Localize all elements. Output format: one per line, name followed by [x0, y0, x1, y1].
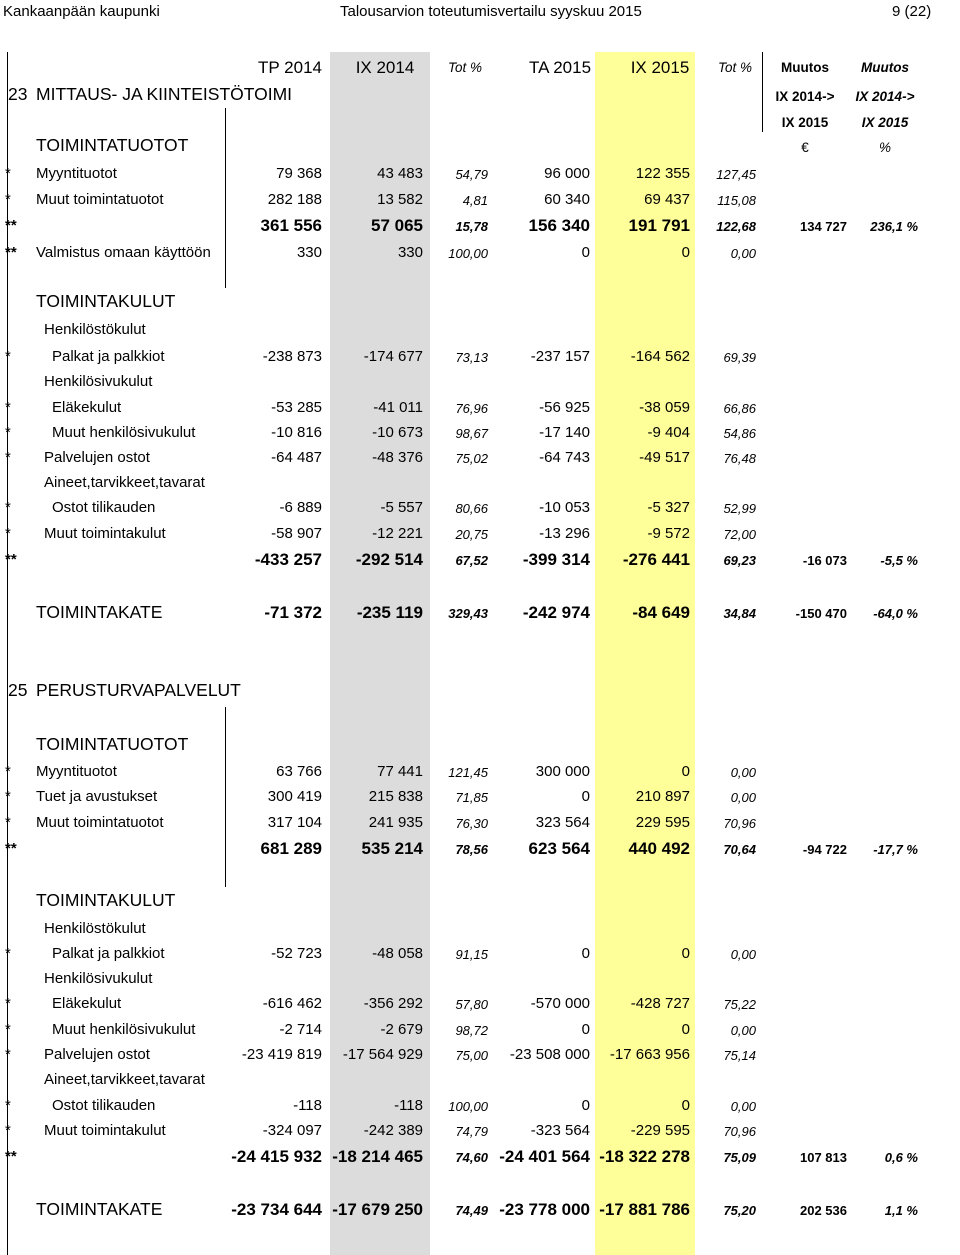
row-marker: ** [5, 551, 17, 568]
header-title: Talousarvion toteutumisvertailu syyskuu 2015 [340, 3, 642, 20]
cell-ta: -570 000 [530, 995, 590, 1012]
cell-t2: 0,00 [730, 765, 756, 780]
cell-ix14: 241 935 [368, 814, 423, 831]
cell-ix15: 0 [681, 763, 690, 780]
cell-t2: 70,64 [723, 842, 756, 857]
cell-tp: -53 285 [271, 399, 322, 416]
cell-t2: 70,96 [723, 816, 756, 831]
cell-ix15: -9 572 [647, 525, 690, 542]
col-header-tp2014: TP 2014 [258, 58, 322, 77]
row-label: TOIMINTATUOTOT [36, 734, 189, 754]
cell-ix15: -17 881 786 [599, 1200, 690, 1219]
row-label: Muut henkilösivukulut [52, 1021, 196, 1038]
cell-ix14: 215 838 [368, 788, 423, 805]
cell-ix14: -235 119 [356, 603, 423, 622]
cell-t2: 0,00 [730, 790, 756, 805]
cell-tp: 300 419 [267, 788, 322, 805]
cell-ta: 300 000 [535, 763, 590, 780]
cell-t1: 100,00 [448, 1099, 488, 1114]
cell-tp: -71 372 [264, 603, 322, 622]
col-header-muutos1: Muutos [781, 60, 829, 75]
cell-ta: 0 [581, 1021, 590, 1038]
cell-t2: 0,00 [730, 947, 756, 962]
cell-ta: -23 508 000 [509, 1046, 590, 1063]
cell-ix14: -242 389 [363, 1122, 423, 1139]
row-label: Henkilöstökulut [44, 321, 146, 338]
cell-ta: 623 564 [528, 839, 590, 858]
cell-t2: 66,86 [723, 401, 756, 416]
cell-t1: 98,72 [455, 1023, 488, 1038]
row-label: TOIMINTATUOTOT [36, 135, 189, 155]
cell-t1: 80,66 [455, 501, 488, 516]
row-marker: * [5, 1097, 11, 1114]
cell-ix14: -118 [394, 1097, 423, 1114]
cell-ta: -13 296 [539, 525, 590, 542]
row-label: Muut toimintakulut [44, 525, 166, 542]
cell-tp: -23 734 644 [231, 1200, 322, 1219]
cell-ix14: -2 679 [380, 1021, 423, 1038]
cell-tp: -324 097 [262, 1122, 322, 1139]
cell-ta: 0 [581, 788, 590, 805]
cell-t2: 75,09 [723, 1150, 756, 1165]
cell-t1: 67,52 [455, 553, 488, 568]
cell-ix14: -41 011 [373, 399, 423, 416]
cell-m2: 1,1 % [884, 1203, 918, 1218]
col-header-ix2015: IX 2015 [630, 58, 690, 77]
cell-tp: -6 889 [279, 499, 322, 516]
row-label: Palkat ja palkkiot [52, 945, 165, 962]
row-marker: ** [5, 244, 17, 261]
cell-tp: -238 873 [262, 348, 322, 365]
cell-ix15: -229 595 [630, 1122, 690, 1139]
row-label: TOIMINTAKULUT [36, 291, 176, 311]
cell-ta: -24 401 564 [499, 1147, 590, 1166]
cell-t2: 69,39 [723, 350, 756, 365]
cell-m1: 134 727 [800, 219, 847, 234]
col-header-muutos2: Muutos [861, 60, 909, 75]
cell-ix14: -356 292 [363, 995, 423, 1012]
cell-t2: 70,96 [723, 1124, 756, 1139]
cell-ix15: -49 517 [639, 449, 690, 466]
cell-tp: 63 766 [276, 763, 322, 780]
cell-ix15: -164 562 [630, 348, 690, 365]
row-marker: * [5, 995, 11, 1012]
cell-ta: -56 925 [539, 399, 590, 416]
row-marker: * [5, 348, 11, 365]
row-marker: * [5, 499, 11, 516]
cell-tp: 361 556 [260, 216, 322, 235]
cell-ix15: -38 059 [639, 399, 690, 416]
section-code: 23 [8, 84, 28, 104]
row-marker: ** [5, 840, 17, 857]
cell-m2: -17,7 % [873, 842, 918, 857]
row-label: Palvelujen ostot [44, 449, 150, 466]
cell-ta: -323 564 [530, 1122, 590, 1139]
label-column-rule-bottom [225, 707, 226, 887]
row-label: Eläkekulut [52, 399, 122, 416]
cell-ta: 0 [581, 1097, 590, 1114]
cell-ix15: 0 [681, 945, 690, 962]
cell-t2: 0,00 [730, 1023, 756, 1038]
row-marker: * [5, 788, 11, 805]
page-header [0, 0, 960, 22]
row-marker: * [5, 1122, 11, 1139]
cell-t2: 75,20 [723, 1203, 756, 1218]
cell-ix15: -9 404 [647, 424, 690, 441]
cell-ta: 96 000 [544, 165, 590, 182]
row-label: Aineet,tarvikkeet,tavarat [44, 474, 205, 491]
row-label: Muut toimintatuotot [36, 191, 164, 208]
row-marker: * [5, 1021, 11, 1038]
cell-ix14: -18 214 465 [332, 1147, 423, 1166]
cell-m2: -64,0 % [873, 606, 918, 621]
row-marker: * [5, 191, 11, 208]
cell-ta: -237 157 [530, 348, 590, 365]
row-marker: * [5, 424, 11, 441]
row-label: Ostot tilikauden [52, 1097, 156, 1114]
row-marker: ** [5, 217, 17, 234]
cell-ta: 156 340 [528, 216, 590, 235]
row-label: Myyntituotot [36, 763, 117, 780]
row-marker: * [5, 449, 11, 466]
row-marker: * [5, 814, 11, 831]
row-label: Eläkekulut [52, 995, 122, 1012]
cell-ix15: -17 663 956 [609, 1046, 690, 1063]
label-column-rule-top [225, 108, 226, 288]
cell-ix15: 69 437 [644, 191, 690, 208]
cell-ix14: -48 376 [372, 449, 423, 466]
cell-t1: 76,30 [455, 816, 488, 831]
row-label: Palvelujen ostot [44, 1046, 150, 1063]
cell-tp: 79 368 [276, 165, 322, 182]
cell-t1: 20,75 [455, 527, 488, 542]
cell-t2: 52,99 [723, 501, 756, 516]
row-label: Tuet ja avustukset [36, 788, 158, 805]
cell-ix14: 57 065 [371, 216, 423, 235]
cell-ix15: 0 [681, 1021, 690, 1038]
cell-t1: 78,56 [455, 842, 488, 857]
row-label: Muut henkilösivukulut [52, 424, 196, 441]
cell-tp: -616 462 [262, 995, 322, 1012]
cell-t2: 54,86 [723, 426, 756, 441]
cell-t1: 73,13 [455, 350, 488, 365]
cell-t2: 72,00 [723, 527, 756, 542]
cell-t1: 329,43 [448, 606, 488, 621]
cell-t1: 76,96 [455, 401, 488, 416]
muutos-column-rule [762, 52, 763, 132]
row-label: TOIMINTAKATE [36, 602, 163, 622]
cell-t2: 69,23 [723, 553, 756, 568]
cell-ix14: 330 [397, 244, 423, 261]
cell-t2: 122,68 [716, 219, 756, 234]
row-label: TOIMINTAKATE [36, 1199, 163, 1219]
col-header-percent-unit: % [878, 140, 891, 155]
cell-ix14: -17 564 929 [342, 1046, 423, 1063]
row-label: Henkilösivukulut [44, 970, 153, 987]
cell-m1: -94 722 [802, 842, 847, 857]
cell-t1: 75,00 [455, 1048, 488, 1063]
cell-m1: 202 536 [800, 1203, 847, 1218]
cell-tp: -2 714 [279, 1021, 322, 1038]
cell-ix14: -292 514 [355, 550, 423, 569]
header-org: Kankaanpään kaupunki [3, 3, 160, 20]
cell-m2: -5,5 % [880, 553, 918, 568]
cell-ix14: -10 673 [372, 424, 423, 441]
row-label: Valmistus omaan käyttöön [36, 244, 211, 261]
row-label: MITTAUS- JA KIINTEISTÖTOIMI [36, 84, 293, 104]
cell-ix15: 229 595 [635, 814, 690, 831]
col-header-muutos2-line2: IX 2014-> [855, 89, 915, 104]
cell-tp: 317 104 [267, 814, 322, 831]
cell-t1: 74,60 [455, 1150, 488, 1165]
cell-t2: 115,08 [717, 193, 756, 208]
cell-ix14: -5 557 [380, 499, 423, 516]
row-label: Aineet,tarvikkeet,tavarat [44, 1071, 205, 1088]
cell-m1: 107 813 [800, 1150, 847, 1165]
cell-ix15: 0 [681, 1097, 690, 1114]
cell-ta: 60 340 [544, 191, 590, 208]
cell-t1: 91,15 [455, 947, 488, 962]
cell-t2: 127,45 [716, 167, 756, 182]
cell-ix14: 13 582 [377, 191, 423, 208]
row-label: Muut toimintakulut [44, 1122, 166, 1139]
cell-tp: -433 257 [254, 550, 322, 569]
cell-t1: 98,67 [455, 426, 488, 441]
cell-tp: -58 907 [271, 525, 322, 542]
cell-tp: 330 [296, 244, 322, 261]
cell-ix14: 535 214 [361, 839, 423, 858]
cell-t1: 54,79 [455, 167, 488, 182]
row-label: TOIMINTAKULUT [36, 890, 176, 910]
cell-t2: 0,00 [730, 1099, 756, 1114]
cell-tp: -64 487 [271, 449, 322, 466]
cell-ix15: 0 [681, 244, 690, 261]
row-marker: * [5, 1046, 11, 1063]
cell-tp: -118 [293, 1097, 322, 1114]
cell-ta: 0 [581, 244, 590, 261]
row-marker: * [5, 763, 11, 780]
section-code: 25 [8, 680, 28, 700]
row-label: Ostot tilikauden [52, 499, 156, 516]
row-marker: ** [5, 1148, 17, 1165]
cell-t2: 76,48 [723, 451, 756, 466]
row-marker: * [5, 399, 11, 416]
row-label: Muut toimintatuotot [36, 814, 164, 831]
cell-ta: 0 [581, 945, 590, 962]
cell-ix14: -17 679 250 [332, 1200, 423, 1219]
cell-tp: -10 816 [271, 424, 322, 441]
cell-ix15: 440 492 [628, 839, 690, 858]
cell-ix15: -5 327 [647, 499, 690, 516]
cell-ix14: -12 221 [372, 525, 423, 542]
cell-ta: -23 778 000 [499, 1200, 590, 1219]
col-header-ta2015: TA 2015 [528, 58, 592, 77]
cell-t1: 74,49 [455, 1203, 488, 1218]
cell-t1: 71,85 [455, 790, 488, 805]
cell-tp: -52 723 [271, 945, 322, 962]
cell-t2: 75,14 [723, 1048, 756, 1063]
cell-ta: -399 314 [522, 550, 590, 569]
row-label: PERUSTURVAPALVELUT [36, 680, 241, 700]
row-marker: * [5, 525, 11, 542]
cell-ix15: 210 897 [635, 788, 690, 805]
col-header-muutos1-line3: IX 2015 [781, 115, 829, 130]
cell-t2: 0,00 [730, 246, 756, 261]
row-marker: * [5, 165, 11, 182]
cell-ta: -242 974 [522, 603, 590, 622]
cell-t2: 34,84 [723, 606, 756, 621]
cell-m2: 0,6 % [884, 1150, 918, 1165]
cell-ix14: -174 677 [363, 348, 423, 365]
col-header-ix2014: IX 2014 [355, 58, 415, 77]
cell-m1: -16 073 [802, 553, 847, 568]
cell-ix14: -48 058 [372, 945, 423, 962]
col-header-muutos2-line3: IX 2015 [861, 115, 909, 130]
cell-ix15: -428 727 [630, 995, 690, 1012]
col-header-euro-unit: € [801, 140, 809, 155]
cell-ta: -17 140 [539, 424, 590, 441]
row-label: Palkat ja palkkiot [52, 348, 165, 365]
cell-tp: 282 188 [267, 191, 322, 208]
row-label: Henkilösivukulut [44, 373, 153, 390]
cell-ix14: 77 441 [377, 763, 423, 780]
cell-t1: 75,02 [455, 451, 488, 466]
cell-t1: 4,81 [462, 193, 488, 208]
cell-t1: 15,78 [455, 219, 488, 234]
header-page-number: 9 (22) [892, 3, 932, 20]
cell-ix15: 191 791 [628, 216, 690, 235]
cell-m2: 236,1 % [870, 219, 918, 234]
cell-tp: -24 415 932 [231, 1147, 322, 1166]
cell-t1: 57,80 [455, 997, 488, 1012]
col-header-muutos1-line2: IX 2014-> [775, 89, 835, 104]
row-marker: * [5, 945, 11, 962]
cell-t2: 75,22 [723, 997, 756, 1012]
cell-ta: 323 564 [535, 814, 590, 831]
cell-ix14: 43 483 [377, 165, 423, 182]
cell-tp: -23 419 819 [241, 1046, 322, 1063]
cell-t1: 74,79 [455, 1124, 488, 1139]
cell-ta: -10 053 [539, 499, 590, 516]
col-header-tot1: Tot % [447, 60, 483, 75]
cell-tp: 681 289 [260, 839, 322, 858]
cell-m1: -150 470 [795, 606, 847, 621]
cell-ix15: 122 355 [635, 165, 690, 182]
cell-ix15: -276 441 [622, 550, 690, 569]
col-header-tot2: Tot % [717, 60, 753, 75]
row-label: Henkilöstökulut [44, 920, 146, 937]
cell-ta: -64 743 [539, 449, 590, 466]
row-label: Myyntituotot [36, 165, 117, 182]
cell-t1: 121,45 [448, 765, 488, 780]
cell-ix15: -18 322 278 [599, 1147, 690, 1166]
cell-t1: 100,00 [448, 246, 488, 261]
cell-ix15: -84 649 [632, 603, 690, 622]
